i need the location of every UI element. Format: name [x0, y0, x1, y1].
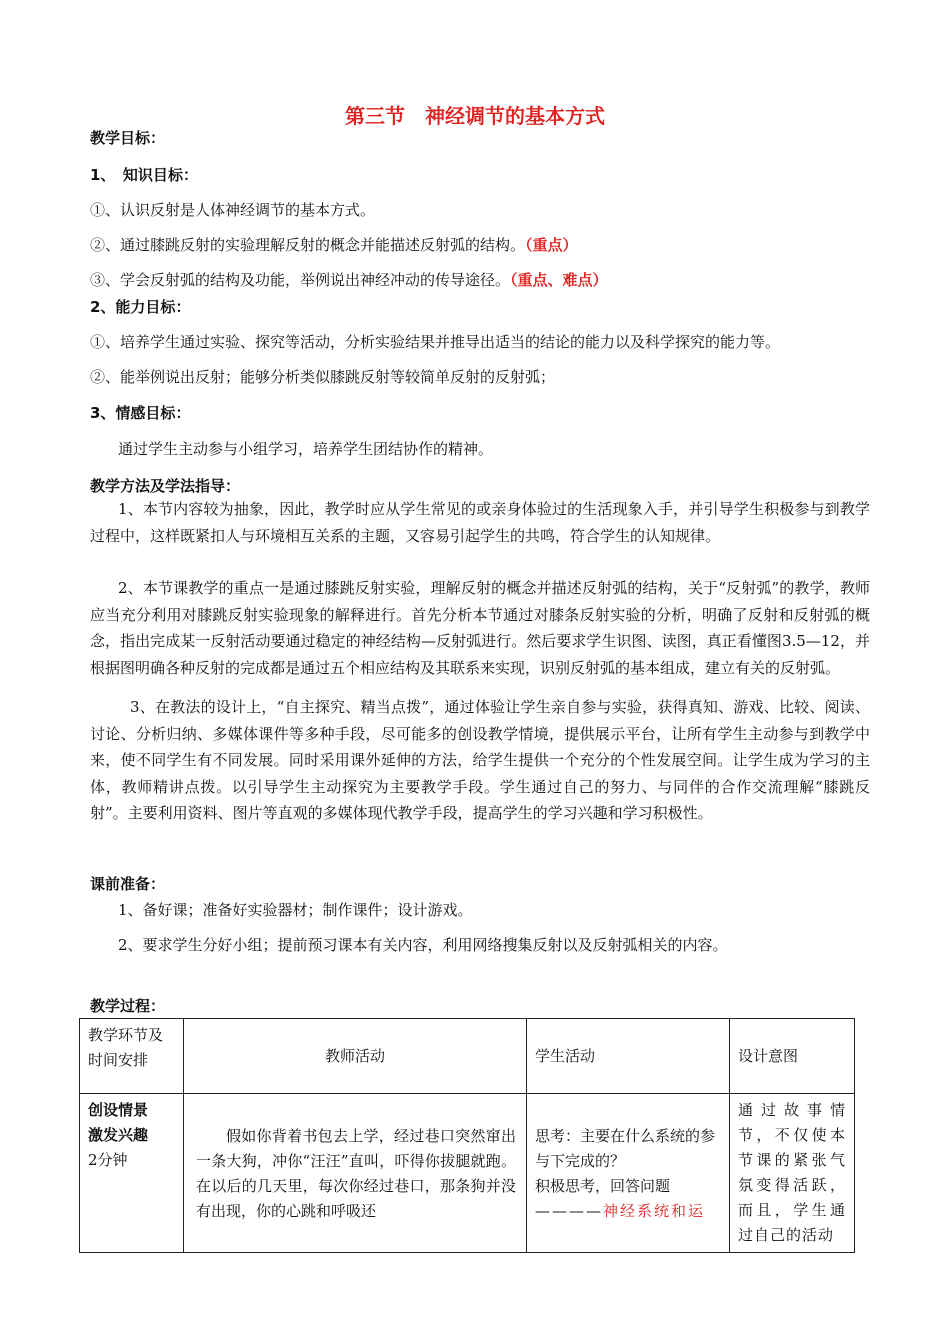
design-intent-cell: 通过故事情节，不仅使本节课的紧张气氛变得活跃，而且，学生通过自己的活动 — [730, 1094, 855, 1253]
prep-heading: 课前准备： — [90, 875, 166, 893]
header-teacher: 教师活动 — [184, 1019, 527, 1094]
header-stage: 教学环节及时间安排 — [80, 1019, 184, 1094]
key-point-tag: （重点） — [525, 236, 578, 254]
knowledge-item-text: ①、认识反射是人体神经调节的基本方式。 — [90, 201, 376, 219]
key-point-tag: （重点、难点） — [510, 271, 608, 289]
knowledge-item-3 — [90, 268, 870, 292]
knowledge-item-text: ②、通过膝跳反射的实验理解反射的概念并能描述反射弧的结构。 — [90, 236, 526, 254]
methods-heading: 教学方法及学法指导： — [90, 477, 241, 495]
knowledge-item-text: ③、学会反射弧的结构及功能，举例说出神经冲动的传导途径。 — [90, 271, 511, 289]
teaching-process-table — [79, 1018, 855, 1253]
answer-dash: ———— — [535, 1202, 603, 1220]
header-student: 学生活动 — [527, 1019, 730, 1094]
table-row — [80, 1094, 855, 1253]
knowledge-heading: 1、 知识目标： — [90, 166, 198, 184]
ability-item-1: ①、培养学生通过实验、探究等活动，分析实验结果并推导出适当的结论的能力以及科学探究的能力等。 — [90, 333, 781, 351]
prep-item-2: 2、要求学生分好小组；提前预习课本有关内容，利用网络搜集反射以及反射弧相关的内容。 — [118, 936, 728, 954]
student-answer-detail — [535, 1199, 721, 1224]
student-answer: 积极思考，回答问题 — [535, 1177, 671, 1195]
student-question: 思考：主要在什么系统的参与下完成的？ — [535, 1127, 716, 1170]
header-intent: 设计意图 — [730, 1019, 855, 1094]
process-heading: 教学过程： — [90, 997, 166, 1015]
emotion-heading: 3、情感目标： — [90, 404, 191, 422]
answer-highlight: 神经系统和运 — [603, 1202, 706, 1220]
methods-paragraph-3: 3、在教法的设计上，“自主探究、精当点拨”，通过体验让学生亲自参与实验，获得真知、游戏、比较、阅读、讨论、分析归纳、多媒体课件等多种手段，尽可能多的创设教学情境，提供展示平台，让所有学生主动参与到教学中来，使不同学生有不同发展。同时采用课外延伸的方法，给学生提供一个充分的个性发展空间。让学生成为学习的主体，教师精讲点拨。以引导学生主动探究为主要教学手段。学生通过自己的努力、与同伴的合作交流理解“膝跳反射”。主要利用资料、图片等直观的多媒体现代教学手段，提高学生的学习兴趣和学习积极性。 — [90, 698, 870, 822]
page-title: 第三节 神经调节的基本方式 — [345, 104, 605, 128]
knowledge-item-2 — [90, 233, 870, 257]
ability-item-2: ②、能举例说出反射；能够分析类似膝跳反射等较简单反射的反射弧； — [90, 368, 556, 386]
objectives-heading: 教学目标： — [90, 129, 166, 147]
stage-title-line-1: 创设情景 — [88, 1101, 149, 1119]
stage-time: 2分钟 — [88, 1151, 128, 1169]
prep-item-1: 1、备好课；准备好实验器材；制作课件；设计游戏。 — [118, 901, 473, 919]
stage-title-line-2: 激发兴趣 — [88, 1126, 149, 1144]
methods-paragraph-2: 2、本节课教学的重点一是通过膝跳反射实验，理解反射的概念并描述反射弧的结构，关于“反射弧”的教学，教师应当充分利用对膝跳反射实验现象的解释进行。首先分析本节通过对膝条反射实验的分析，明确了反射和反射弧的概念，指出完成某一反射活动要通过稳定的神经结构—反射弧进行。然后要求学生识图、读图，真正看懂图3.5—12，并根据图明确各种反射的完成都是通过五个相应结构及其联系来实现，识别反射弧的基本组成，建立有关的反射弧。 — [90, 579, 870, 677]
teacher-activity-cell: 假如你背着书包去上学，经过巷口突然窜出一条大狗，冲你“汪汪”直叫，吓得你拔腿就跑。在以后的几天里，每次你经过巷口，那条狗并没有出现，你的心跳和呼吸还 — [184, 1094, 527, 1253]
table-header-row — [80, 1019, 855, 1094]
methods-paragraph-1: 1、本节内容较为抽象，因此，教学时应从学生常见的或亲身体验过的生活现象入手，并引导学生积极参与到教学过程中，这样既紧扣人与环境相互关系的主题，又容易引起学生的共鸣，符合学生的认知规律。 — [90, 500, 870, 545]
knowledge-item-1 — [90, 198, 870, 222]
student-activity-cell — [527, 1094, 730, 1253]
ability-heading: 2、能力目标： — [90, 298, 191, 316]
stage-cell — [80, 1094, 184, 1253]
emotion-text: 通过学生主动参与小组学习，培养学生团结协作的精神。 — [118, 440, 494, 458]
